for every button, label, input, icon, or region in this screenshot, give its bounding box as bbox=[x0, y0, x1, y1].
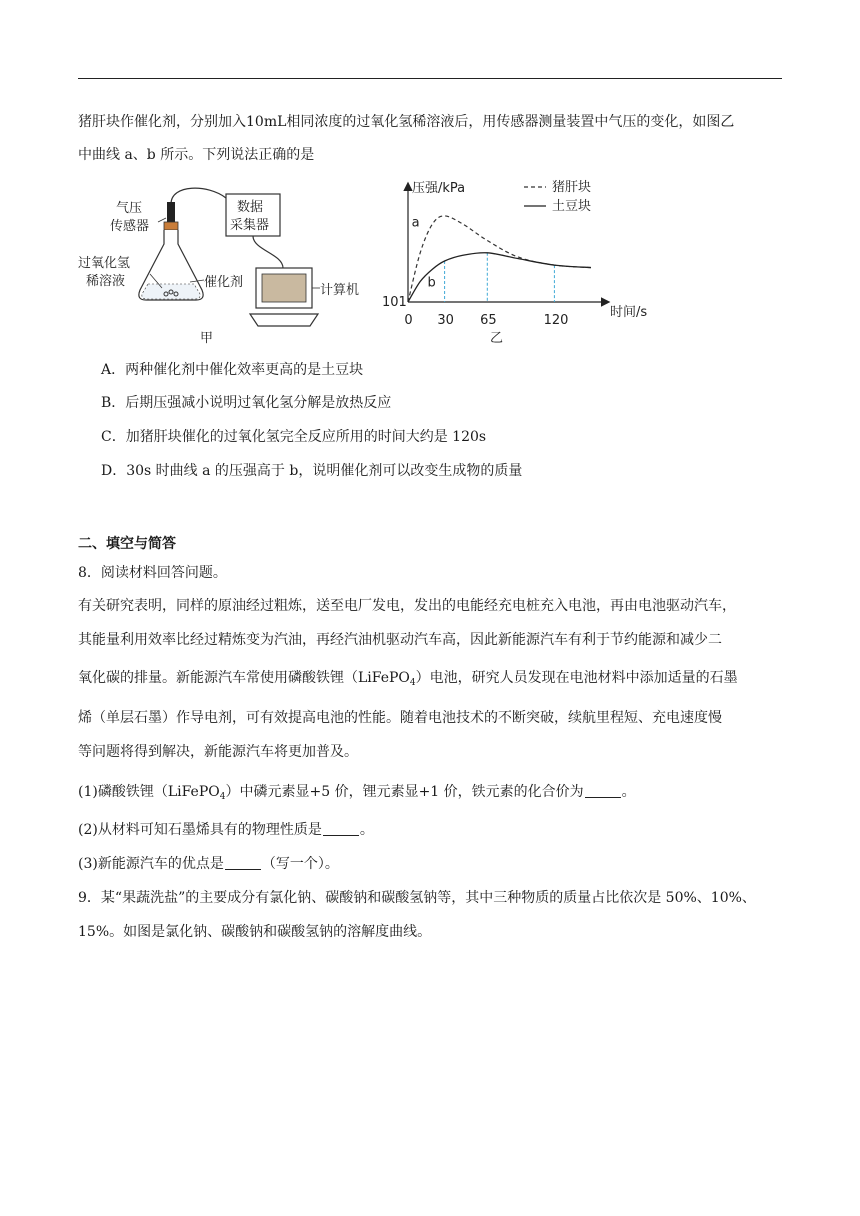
q8-subquestion-3: (3)新能源汽车的优点是 （写一个）。 bbox=[78, 856, 339, 872]
q8-paragraph-line-1: 有关研究表明，同样的原油经过粗炼，送至电厂发电，发出的电能经充电桩充入电池，再由电池驱动汽车， bbox=[78, 598, 736, 614]
option-d-letter: D． bbox=[101, 463, 127, 479]
caption-yi: 乙 bbox=[490, 331, 504, 346]
option-d-text: 30s 时曲线 a 的压强高于 b，说明催化剂可以改变生成物的质量 bbox=[126, 463, 523, 479]
x-axis-label: 时间/s bbox=[610, 305, 648, 320]
q8-subquestion-2: (2)从材料可知石墨烯具有的物理性质是 。 bbox=[78, 822, 374, 838]
caption-jia: 甲 bbox=[200, 331, 214, 346]
q8-paragraph-line-4: 烯（单层石墨）作导电剂，可有效提高电池的性能。随着电池技术的不断突破，续航里程短、充电速度慢 bbox=[78, 710, 722, 726]
option-b-text: 后期压强减小说明过氧化氢分解是放热反应 bbox=[125, 395, 392, 411]
q8-subquestion-1: (1)磷酸铁锂（LiFePO$_4$）中磷元素显+5 价，锂元素显+1 价，铁元素的化合价为 。 bbox=[78, 784, 636, 802]
x-tick-label-65: 65 bbox=[480, 313, 497, 328]
intro-line-2: 中曲线 a、b 所示。下列说法正确的是 bbox=[78, 147, 315, 163]
option-c-letter: C． bbox=[101, 429, 126, 445]
figure-yi-chart bbox=[378, 172, 668, 352]
intro-line-1: 猪肝块作催化剂，分别加入10mL相同浓度的过氧化氢稀溶液后，用传感器测量装置中气压的变化，如图乙 bbox=[78, 114, 735, 130]
option-a-letter: A． bbox=[101, 362, 126, 378]
option-b-letter: B． bbox=[101, 395, 126, 411]
x-tick-label-120: 120 bbox=[543, 313, 569, 328]
section-title: 二、填空与简答 bbox=[78, 536, 176, 552]
q8-stem: 8．阅读材料回答问题。 bbox=[78, 565, 227, 581]
q8-paragraph-line-5: 等问题将得到解决，新能源汽车将更加普及。 bbox=[78, 744, 358, 760]
legend-label-b: 土豆块 bbox=[552, 199, 592, 214]
answer-blank-3[interactable] bbox=[225, 855, 261, 870]
x-tick-label-0: 0 bbox=[404, 313, 413, 328]
answer-blank-1[interactable] bbox=[585, 783, 621, 798]
q8-paragraph-line-2: 其能量利用效率比经过精炼变为汽油，再经汽油机驱动汽车高，因此新能源汽车有利于节约能源和减少二 bbox=[78, 632, 722, 648]
label-h2o2-2: 稀溶液 bbox=[86, 274, 126, 289]
y-origin-label: 101 bbox=[382, 295, 407, 310]
header-rule bbox=[78, 78, 782, 79]
q9-line-1: 9．某“果蔬洗盐”的主要成分有氯化钠、碳酸钠和碳酸氢钠等，其中三种物质的质量占比依次是 50%、10%、 bbox=[78, 890, 756, 906]
option-a-text: 两种催化剂中催化效率更高的是土豆块 bbox=[125, 362, 364, 378]
option-d[interactable] bbox=[101, 461, 522, 481]
q8-paragraph-line-3: 氧化碳的排量。新能源汽车常使用磷酸铁锂（LiFePO$_4$）电池，研究人员发现在电池材料中添加适量的石墨 bbox=[78, 670, 738, 688]
x-tick-label-30: 30 bbox=[437, 313, 454, 328]
label-data-collector-2: 采集器 bbox=[230, 218, 270, 233]
answer-blank-2[interactable] bbox=[323, 821, 359, 836]
label-catalyst: 催化剂 bbox=[204, 275, 244, 290]
curve-label-b: b bbox=[427, 275, 436, 291]
option-c-text: 加猪肝块催化的过氧化氢完全反应所用的时间大约是 120s bbox=[125, 429, 487, 445]
q9-line-2: 15%。如图是氯化钠、碳酸钠和碳酸氢钠的溶解度曲线。 bbox=[78, 924, 432, 940]
label-pressure-sensor-1: 气压 bbox=[116, 201, 143, 216]
y-axis-label: 压强/kPa bbox=[412, 181, 466, 196]
option-a[interactable] bbox=[101, 360, 363, 380]
legend-label-a: 猪肝块 bbox=[552, 180, 592, 195]
label-h2o2-1: 过氧化氢 bbox=[78, 256, 131, 271]
label-computer: 计算机 bbox=[320, 283, 360, 298]
label-data-collector-1: 数据 bbox=[237, 200, 264, 215]
label-pressure-sensor-2: 传感器 bbox=[110, 219, 150, 234]
figure-jia-apparatus bbox=[78, 172, 378, 352]
curve-label-a: a bbox=[411, 215, 420, 231]
option-c[interactable] bbox=[101, 427, 486, 447]
option-b[interactable] bbox=[101, 393, 391, 413]
